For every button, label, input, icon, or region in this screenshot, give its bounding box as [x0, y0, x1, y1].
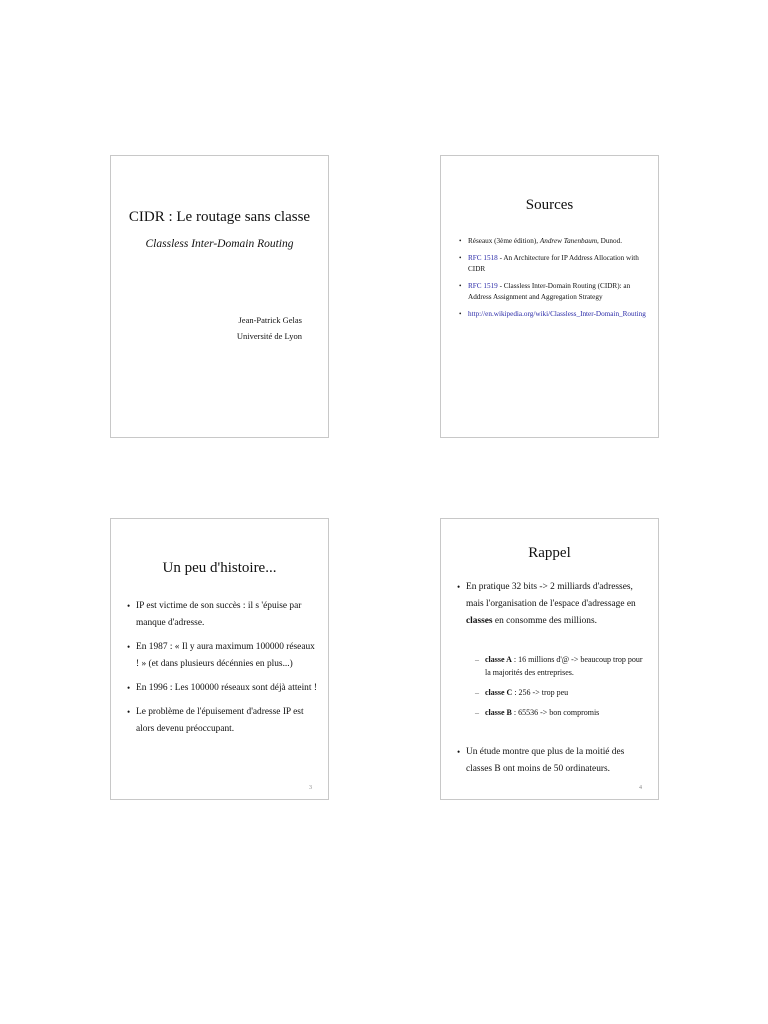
- page-number: 4: [639, 785, 642, 791]
- sources-list: [459, 236, 646, 326]
- rappel-list-2: [457, 744, 648, 785]
- slide-title: [110, 155, 329, 438]
- rappel-list: [457, 579, 648, 634]
- list-item: [457, 579, 648, 630]
- class-sublist: [469, 647, 648, 726]
- item-bold: classes: [466, 616, 493, 626]
- history-list: [127, 598, 318, 745]
- source-item: [459, 236, 646, 247]
- sub-text: : 16 millions d'@ -> beaucoup trop pour la majorités des entreprises.: [485, 655, 643, 677]
- slide-subtitle: Classless Inter-Domain Routing: [145, 238, 294, 250]
- author-affiliation: Université de Lyon: [236, 331, 302, 341]
- sub-bold: classe B: [485, 708, 512, 717]
- author-name: Jean-Patrick Gelas: [238, 315, 302, 325]
- source-text: - Classless Inter-Domain Routing (CIDR): an Address Assignment and Aggregation Strategy: [468, 282, 631, 301]
- source-item: [459, 253, 646, 275]
- source-text: Réseaux (3ème édition),: [468, 237, 540, 245]
- list-item: • En 1987 : « Il y aura maximum 100000 réseaux ! » (et dans plusieurs décénnies en plus...): [127, 639, 318, 673]
- page-number: 3: [309, 785, 312, 791]
- sub-item: – classe B : 65536 -> bon compromis: [475, 708, 600, 717]
- rfc1518-link[interactable]: RFC 1518: [468, 254, 498, 262]
- sub-item: – classe C : 256 -> trop peu: [475, 688, 569, 697]
- item-text: en consomme des millions.: [492, 616, 597, 626]
- history-heading: Un peu d'histoire...: [162, 560, 277, 576]
- list-item: • IP est victime de son succès : il s 'épuise par manque d'adresse.: [127, 598, 318, 632]
- source-text: , Dunod.: [597, 237, 622, 245]
- wikipedia-link[interactable]: http://en.wikipedia.org/wiki/Classless_Inter-Domain_Routing: [468, 310, 646, 318]
- slide-sources: [440, 155, 659, 438]
- sub-text: : 65536 -> bon compromis: [511, 708, 600, 717]
- list-item: • En 1996 : Les 100000 réseaux sont déjà atteint !: [127, 680, 318, 697]
- slide-title-heading: CIDR : Le routage sans classe: [128, 209, 311, 225]
- source-item: [459, 281, 646, 303]
- rfc1519-link[interactable]: RFC 1519: [468, 282, 498, 290]
- list-item: • Un étude montre que plus de la moitié des classes B ont moins de 50 ordinateurs.: [457, 744, 648, 778]
- sub-text: : 256 -> trop peu: [512, 688, 569, 697]
- sub-bold: classe A: [485, 655, 512, 664]
- item-text: En pratique 32 bits -> 2 milliards d'adresses, mais l'organisation de l'espace d'adressage en: [466, 582, 636, 609]
- sub-bold: classe C: [485, 688, 513, 697]
- rappel-heading: Rappel: [528, 545, 571, 561]
- source-author: Andrew Tanenbaum: [539, 237, 598, 245]
- sub-item: – classe A : 16 millions d'@ -> beaucoup trop pour la majorités des entreprises.: [475, 655, 643, 677]
- list-item: • Le problème de l'épuisement d'adresse IP est alors devenu préoccupant.: [127, 704, 318, 738]
- slide-rappel: [440, 518, 659, 800]
- source-text: - An Architecture for IP Address Allocation with CIDR: [468, 254, 639, 273]
- slide-history: [110, 518, 329, 800]
- source-item: [459, 309, 646, 320]
- sources-heading: Sources: [525, 197, 574, 213]
